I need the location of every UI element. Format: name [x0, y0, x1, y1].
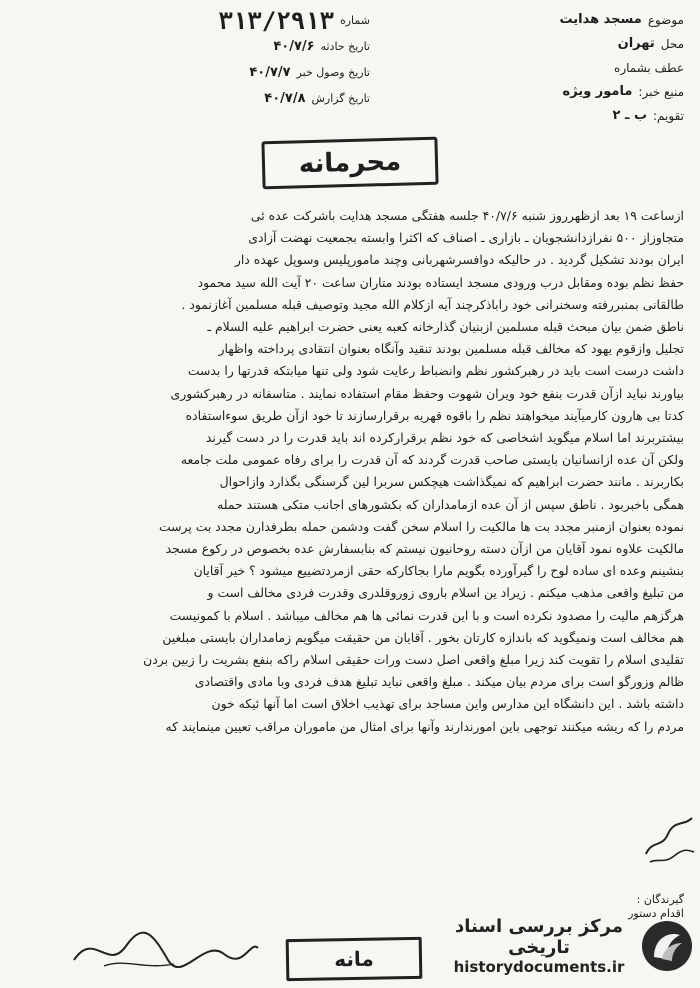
report-body [16, 205, 684, 738]
report-date-label: تاریخ گزارش [311, 92, 370, 105]
body-line: مالکیت علاوه نمود آقایان من ازآن دسته روحانیون نیستم که بنابسفارش عده بخصوص در رکوع مسجد [165, 541, 684, 557]
recipients-label: گیرندگان : [636, 893, 684, 906]
archive-watermark [444, 908, 694, 984]
source-row [434, 80, 684, 104]
report-date-row [120, 86, 370, 112]
location-label: محل [660, 37, 684, 51]
subject-value: مسجد هدایت [559, 12, 642, 27]
document-meta-right [434, 8, 684, 128]
archive-logo-icon [640, 919, 694, 973]
body-line: تجلیل وازقوم یهود که مخالف قبله مسلمین بودند تنقید وآنگاه بعنوان انتقادی پرداخته واظهار [218, 341, 684, 357]
body-line: ایران بودند تشکیل گردید . در حالیکه دوافسرشهربانی وچند مامورپلیس وسوپل عهده دار [234, 252, 684, 268]
body-line: بیاورند نباید ازآن قدرت بنفع خود ویران شهوت وحفظ مقام استفاده نمایند . متاسفانه در رهبرکشوری [170, 385, 684, 401]
body-line: ازساعت ۱۹ بعد ازظهرروز شنبه ۴۰/۷/۶ جلسه هفتگی مسجد هدایت باشرکت عده ئی [250, 208, 684, 223]
body-line: هم مخالف است ونمیگوید که باندازه کارتان بخور . آقایان من حقیقت میگویم زمامداران بایستی مبلغین [162, 629, 684, 645]
body-line: کدتا بی هارون کارمیآیند میخواهند نظم را باقوه قهریه برقرارسازند تا خود ازآن طریق سوءاستفاده [185, 407, 684, 423]
body-line: بکاربرند . مانند حضرت ابراهیم که نمیگذاشت هیچکس سربرا لین گرسنگی بگذارد وازاحوال [219, 474, 684, 490]
watermark-title: مرکز بررسی اسناد تاریخی [455, 916, 623, 958]
number-label: شماره [339, 14, 370, 27]
rating-label: تقویم: [653, 109, 684, 123]
body-line: حفظ نظم بوده ومقابل درب ورودی مسجد ایستاده بودند متاران ساعت ۲۰ آیت الله سید محمود [197, 274, 684, 290]
reference-label: عطف بشماره [614, 61, 684, 75]
body-line: تقلیدی اسلام را تقویت کند زیرا مبلغ واقعی اصل دست ورات حقیقی اسلام راکه بنفع بشریت را زبین بردن [143, 652, 684, 668]
signature-icon [64, 920, 264, 980]
report-date-value: ۴۰/۷/۸ [264, 91, 306, 106]
number-row [120, 8, 370, 34]
subject-row [434, 8, 684, 32]
document-meta-left [120, 8, 370, 112]
source-value: مامور ویژه [562, 84, 633, 99]
location-row [434, 32, 684, 56]
location-value: تهران [617, 36, 655, 51]
body-line: همگی باخبربود . ناطق سپس از آن عده ازمامداران که بکشورهای اجانب متکی هستند حمله [217, 496, 684, 512]
source-label: منبع خبر: [638, 85, 684, 99]
rating-value: ب ـ ۲ [612, 108, 648, 123]
received-date-row [120, 60, 370, 86]
body-line: ناطق ضمن بیان مبحث قبله مسلمین ازبنیان گذارخانه کعبه یعنی حضرت ابراهیم علیه السلام ـ [207, 319, 684, 335]
body-line: ولکن آن عده ازانسانیان بایستی صاحب قدرت گردند که آن قدرت را برای رفاه عمومی ملت جامعه [180, 452, 684, 468]
handwritten-note-icon [640, 810, 698, 868]
received-date-value: ۴۰/۷/۷ [249, 65, 291, 80]
body-line: طالقانی بمنبررفته وسخنرانی خود راباذکرچند آیه ازکلام الله مجید وتوصیف قبله مسلمین آغازنمود . [181, 296, 684, 312]
event-date-value: ۴۰/۷/۶ [273, 39, 315, 54]
bottom-stamp: مانه [286, 937, 423, 981]
body-line: متجاوزاز ۵۰۰ نفرازدانشجویان ـ بازاری ـ اصناف که اکثرا وابسته بجمعیت نهضت آزادی [248, 230, 684, 246]
rating-row [434, 104, 684, 128]
body-line: بنشینم وعده ای ساده لوح را گیرآورده بگویم مارا بجاکارکه حقی ازمردتضییع میشود ؟ خیر آقایان [193, 563, 684, 579]
watermark-url: historydocuments.ir [453, 958, 625, 976]
watermark-text [444, 916, 634, 976]
confidential-stamp: محرمانه [261, 137, 438, 190]
document-number: ۳۱۳/۲۹۱۳ [218, 7, 334, 35]
subject-label: موضوع [647, 13, 684, 27]
event-date-label: تاریخ حادثه [320, 40, 370, 53]
body-line: مردم را که ریشه میکنند توجهی باین امورندارند وآنها برای امثال من ماموران مراقب تعیین مینمایند که [165, 718, 684, 734]
body-line: ظالم وزورگو است برای مردم بیان میکند . مبلغ واقعی نباید تبلیغ هدف فردی وبا مادی واقتصادی [194, 674, 684, 690]
body-line: من تبلیغ واقعی مذهب میکنم . زیراد ین اسلام باروی زوروقلدری وقدرت فردی مخالف است و [207, 585, 684, 601]
event-date-row [120, 34, 370, 60]
body-line: داشت درست است باید در رهبرکشور نظم وانضباط رعایت شود ولی تنها میابتکه قدرتها را بدست [187, 363, 684, 379]
body-line: نموده بعنوان ازمنبر مجدد بت ها مالکیت را اسلام سخن گفت ودشمن حمله بطرفدارن مجدد بت پرست [158, 518, 684, 534]
body-line: هرگزهم مالیت را مصدود نکرده است و با این قدرت نمائی ها هم مخالف میباشد . اسلام با کمونیست [169, 607, 684, 623]
action-label: اقدام دستور [628, 907, 684, 920]
body-line: داشته باشد . این دانشگاه این مدارس واین مساجد برای تهذیب اخلاق است اما آنها ئیکه خون [211, 696, 684, 712]
received-date-label: تاریخ وصول خبر [296, 66, 370, 79]
reference-row [434, 56, 684, 80]
body-line: بیشتربرند اما اسلام میگوید اشخاصی که خود نظم برقرارکرده اند باید قدرت را در دست گیرند [205, 430, 684, 446]
